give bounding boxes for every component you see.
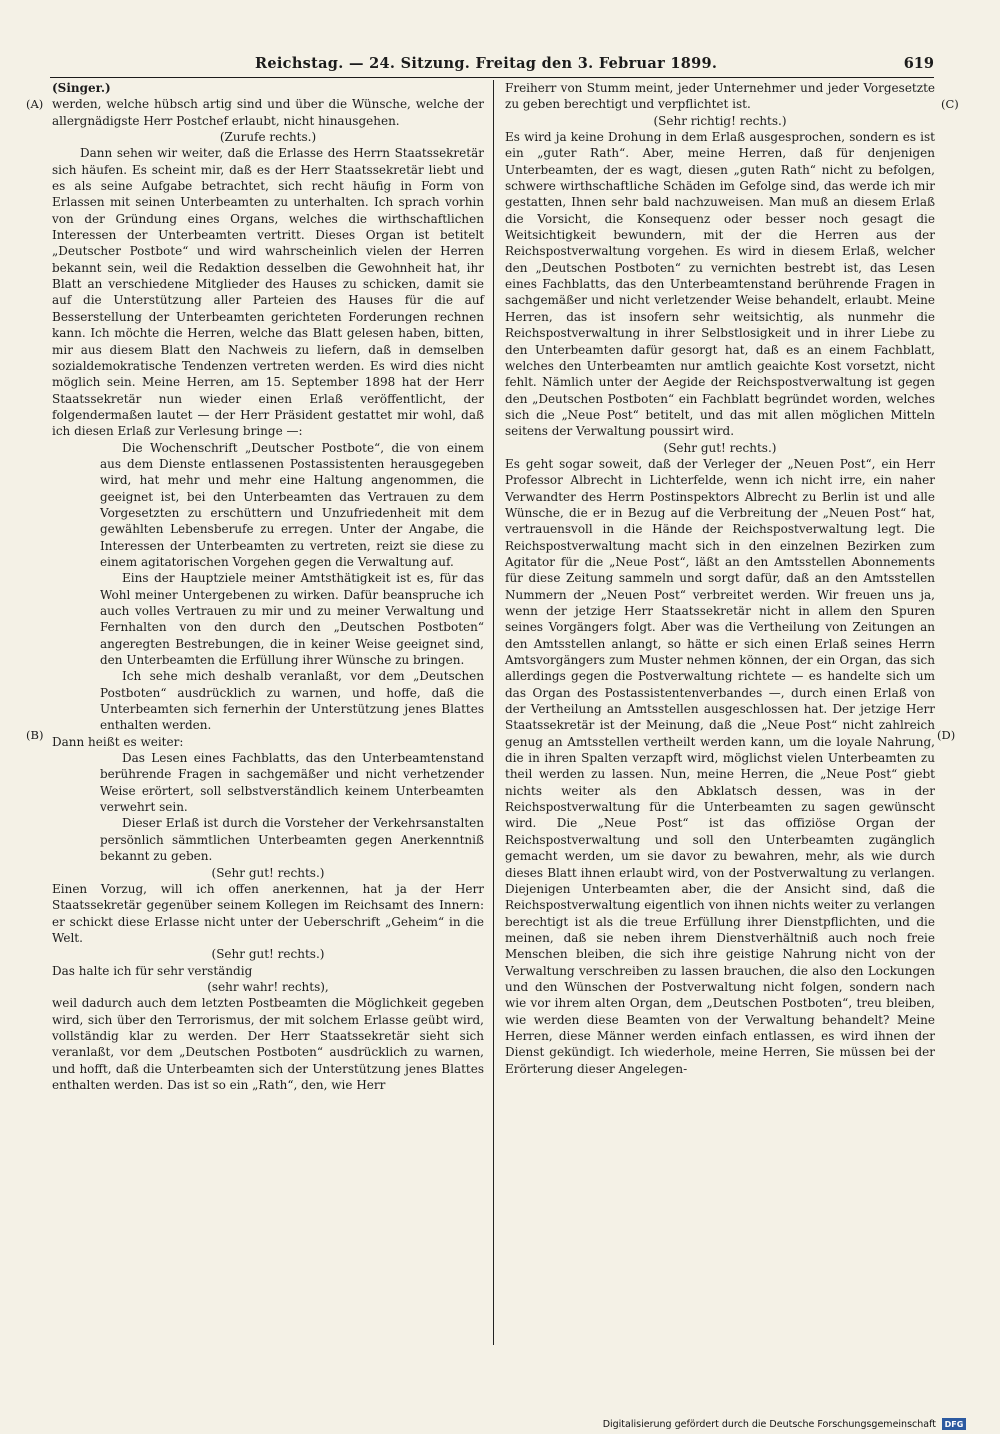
footer-credit	[603, 1418, 966, 1430]
margin-marker-b: (B)	[26, 728, 44, 742]
quoted-decree: Das Lesen eines Fachblatts, das den Unterbeamtenstand berührende Fragen in sachgemäßer und nicht verhetzender Weise erörtert, soll selbstverständlich keinem Unterbeamten verwehrt sein.	[100, 751, 484, 815]
page-number: 619	[903, 54, 934, 72]
paragraph: Freiherr von Stumm meint, jeder Unternehmer und jeder Vorgesetzte zu geben berechtigt und verpflichtet ist.	[505, 81, 935, 112]
paragraph: Es geht sogar soweit, daß der Verleger der „Neuen Post“, ein Herr Professor Albrecht in Lichterfelde, wenn ich nicht irre, ein naher Verwandter des Herrn Postinspektors Albrecht zu Berlin ist und alle Wünsche, die er in Bezug auf die Verbreitung der „Neuen Post“ hat, vertrauensvoll in die Hände der Reichspostverwaltung legt. Die Reichspostverwaltung macht sich in den einzelnen Bezirken zum Agitator für die „Neue Post“, läßt an den Amtsstellen Abonnements für diese Zeitung sammeln und sorgt dafür, daß an den Amtsstellen Nummern der „Neuen Post“ verbreitet werden. Wir freuen uns ja, wenn der jetzige Herr Staatssekretär nicht in allem den Spuren seines Vorgängers folgt. Aber was die Vertheilung von Zeitungen an den Amtsstellen anlangt, so hätte er sich einen Erlaß seines Herrn Amtsvorgängers zum Muster nehmen können, der ein Organ, das sich allerdings gegen die Postverwaltung richtete — es handelte sich um das Organ des Postassistentenverbandes —, durch einen Erlaß von der Vertheilung an Amtsstellen ausgeschlossen hat. Der jetzige Herr Staatssekretär ist der Meinung, daß die „Neue Post“ nicht zahlreich genug an Amtsstellen vertheilt werden kann, um die loyale Nahrung, die in ihren Spalten verzapft wird, möglichst vielen Unterbeamten zu theil werden zu lassen. Nun, meine Herren, die „Neue Post“ giebt nichts weiter als den Abklatsch dessen, was in der Reichspostverwaltung für die Unterbeamten zu sagen gewünscht wird. Die „Neue Post“ ist das offiziöse Organ der Reichspostverwaltung und soll den Unterbeamten zugänglich gemacht werden, um sie davor zu bewahren, mehr, als wie durch dieses Blatt ihnen erlaubt wird, von der Postverwaltung zu verlangen. Diejenigen Unterbeamten aber, die der Ansicht sind, daß die Reichspostverwaltung eigentlich von ihnen nichts weiter zu verlangen berechtigt ist als die treue Erfüllung ihrer Dienstpflichten, und die meinen, daß sie neben ihrem Dienstverhältniß auch noch freie Menschen bleiben, die sich ihre geistige Nahrung nicht von der Verwaltung verschreiben zu lassen brauchen, die also den Lockungen und den Wünschen der Postverwaltung nicht folgen, sondern nach wie vor ihrem alten Organ, dem „Deutschen Postboten“, treu bleiben, wie werden diese Beamten von der Verwaltung behandelt? Meine Herren, diese Männer werden einfach entlassen, es wird ihnen der Dienst gekündigt. Ich wiederhole, meine Herren, Sie müssen bei der Erörterung dieser Angelegen-	[505, 456, 935, 1076]
footer-credit-text: Digitalisierung gefördert durch die Deutsche Forschungsgemeinschaft	[602, 1418, 936, 1430]
interjection: (sehr wahr! rechts),	[207, 979, 329, 994]
interjection: (Zurufe rechts.)	[219, 130, 317, 145]
interjection: (Sehr gut! rechts.)	[211, 865, 325, 880]
speaker-name: (Singer.)	[52, 81, 111, 95]
paragraph: Dann heißt es weiter:	[52, 734, 184, 749]
header-rule	[50, 77, 934, 78]
column-divider	[493, 80, 494, 1345]
paragraph: Es wird ja keine Drohung in dem Erlaß ausgesprochen, sondern es ist ein „guter Rath“. Aber, meine Herren, daß für denjenigen Unterbeamten, der es wagt, diesen „guten Rath“ nicht zu befolgen, schwere wirthschaftliche Schäden im Gefolge sind, das werde ich mir gestatten, Ihnen sehr bald nachzuweisen. Man muß an diesem Erlaß die Vorsicht, die Konsequenz oder besser noch gesagt die Weitsichtigkeit bewundern, mit der die Herren aus der Reichspostverwaltung vorgehen. Es wird in diesem Erlaß, welcher den „Deutschen Postboten“ zu vernichten bestrebt ist, das Lesen eines Fachblatts, das den Unterbeamtenstand berührende Fragen in sachgemäßer und nicht verletzender Weise behandelt, erlaubt. Meine Herren, das ist insofern sehr weitsichtig, als nunmehr die Reichspostverwaltung in ihrer Selbstlosigkeit und in ihrer Liebe zu den Unterbeamten dafür gesorgt hat, daß es an einem Fachblatt, welches den Unterbeamten nur amtlich geaichte Kost vorsetzt, nicht fehlt. Nämlich unter der Aegide der Reichspostverwaltung ist gegen den „Deutschen Postboten“ ein Fachblatt begründet worden, welches sich die „Neue Post“ betitelt, und das mit allen möglichen Mitteln seitens der Verwaltung poussirt wird.	[505, 130, 935, 439]
paragraph: werden, welche hübsch artig sind und über die Wünsche, welche der allergnädigste Herr Postchef erlaubt, nicht hinausgehen.	[52, 97, 484, 128]
dfg-logo-icon: DFG	[942, 1418, 966, 1430]
quoted-decree: Eins der Hauptziele meiner Amtsthätigkeit ist es, für das Wohl meiner Untergebenen zu wirken. Dafür beanspruche ich auch volles Vertrauen zu mir und zu meiner Verwaltung und Fernhalten von den durch den „Deutschen Postboten“ angeregten Bestrebungen, die in keiner Weise geeignet sind, den Unterbeamten die Erfüllung ihrer Wünsche zu bringen.	[100, 571, 484, 668]
paragraph: weil dadurch auch dem letzten Postbeamten die Möglichkeit gegeben wird, sich über den Terrorismus, der mit solchem Erlasse geübt wird, vollständig klar zu werden. Der Herr Staatssekretär sieht sich veranlaßt, vor dem „Deutschen Postboten“ ausdrücklich zu warnen, und hofft, daß die Unterbeamten sich der Unterstützung jenes Blattes enthalten werden. Das ist so ein „Rath“, den, wie Herr	[52, 996, 484, 1092]
margin-marker-c: (C)	[941, 97, 959, 111]
header-title: Reichstag. — 24. Sitzung. Freitag den 3. Februar 1899.	[255, 54, 718, 72]
right-column	[505, 80, 935, 1077]
interjection: (Sehr gut! rechts.)	[211, 947, 325, 962]
interjection: (Sehr gut! rechts.)	[663, 440, 777, 455]
paragraph: Einen Vorzug, will ich offen anerkennen, hat ja der Herr Staatssekretär gegenüber seinem Kollegen im Reichsamt des Innern: er schickt diese Erlasse nicht unter der Ueberschrift „Geheim“ in die Welt.	[52, 881, 484, 945]
paragraph: Das halte ich für sehr verständig	[52, 963, 253, 978]
page-header	[50, 51, 934, 75]
left-column	[52, 80, 484, 1093]
margin-marker-d: (D)	[937, 728, 956, 742]
margin-marker-a: (A)	[26, 97, 44, 111]
quoted-decree: Dieser Erlaß ist durch die Vorsteher der Verkehrsanstalten persönlich sämmtlichen Unterbeamten gegen Anerkenntniß bekannt zu geben.	[100, 816, 484, 864]
quoted-decree: Die Wochenschrift „Deutscher Postbote“, die von einem aus dem Dienste entlassenen Postassistenten herausgegeben wird, hat mehr und mehr eine Haltung angenommen, die geeignet ist, bei den Unterbeamten das Vertrauen zu dem Vorgesetzten zu erschüttern und Unzufriedenheit mit dem gewählten Lebensberufe zu erregen. Unter der Angabe, die Interessen der Unterbeamten zu vertreten, reizt sie diese zu einem agitatorischen Vorgehen gegen die Verwaltung auf.	[100, 440, 484, 569]
paragraph: Dann sehen wir weiter, daß die Erlasse des Herrn Staatssekretär sich häufen. Es scheint mir, daß es der Herr Staatssekretär liebt und es als seine Aufgabe betrachtet, sich recht häufig in Form von Erlassen mit seinen Unterbeamten zu unterhalten. Ich sprach vorhin von der Gründung eines Organs, welches die wirthschaftlichen Interessen der Unterbeamten vertritt. Dieses Organ ist betitelt „Deutscher Postbote“ und wird wahrscheinlich vielen der Herren bekannt sein, weil die Redaktion desselben die Gewohnheit hat, ihr Blatt an verschiedene Mitglieder des Hauses zu schicken, damit sie auf die Unterstützung aller Parteien des Hauses für die auf Besserstellung der Unterbeamten gerichteten Forderungen rechnen kann. Ich möchte die Herren, welche das Blatt gelesen haben, bitten, mir aus diesem Blatt den Nachweis zu liefern, daß in demselben sozialdemokratische Tendenzen vertreten werden. Es wird dies nicht möglich sein. Meine Herren, am 15. September 1898 hat der Herr Staatssekretär nun wieder einen Erlaß veröffentlicht, der folgendermaßen lautet — der Herr Präsident gestattet mir wohl, daß ich diesen Erlaß zur Verlesung bringe —:	[52, 146, 484, 439]
interjection: (Sehr richtig! rechts.)	[653, 113, 787, 128]
quoted-decree: Ich sehe mich deshalb veranlaßt, vor dem „Deutschen Postboten“ ausdrücklich zu warnen, und hoffe, daß die Unterbeamten sich fernerhin der Unterstützung jenes Blattes enthalten werden.	[100, 669, 484, 733]
